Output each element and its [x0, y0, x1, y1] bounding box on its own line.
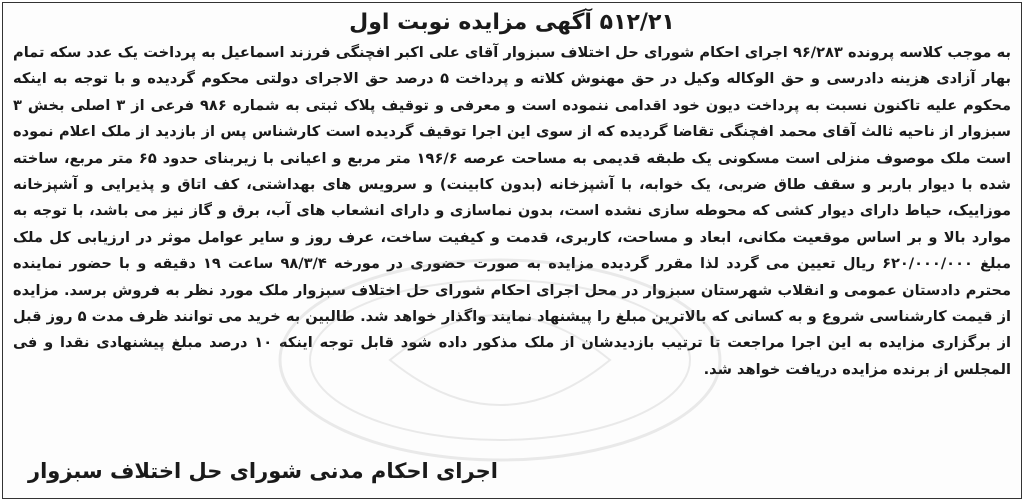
notice-body: به موجب کلاسه پرونده ۹۶/۲۸۳ اجرای احکام شورای حل اختلاف سبزوار آقای علی اکبر افچنگی فرزند اسماعیل به پرداخت یک عدد سکه تمام بهار آزادی هزینه دادرسی و حق الوکاله وکیل در حق مهنوش کلاته و پرداخت ۵ درصد حق الاجرای دولتی محکوم گردیده و با توجه به اینکه محکوم علیه تاکنون نسبت به پرداخت دیون خود اقدامی ننموده است و معرفی و توقیف پلاک ثبتی به شماره ۹۸۶ فرعی از ۳ اصلی بخش ۳ سبزوار از ناحیه ثالث آقای محمد افچنگی تقاضا گردیده که از سوی این اجرا توقیف گردیده است کارشناس پس از بازدید از ملک اعلام نموده است ملک موصوف منزلی است مسکونی یک طبقه قدیمی به مساحت عرصه ۱۹۶/۶ متر مربع و اعیانی با زیربنای حدود ۶۵ متر مربع، ساخته شده با دیوار باربر و سقف طاق ضربی، یک خوابه، با آشپزخانه (بدون کابینت) و سرویس های بهداشتی، کف اتاق و پذیرایی و آشپزخانه موزاییک، حیاط دارای دیوار کشی که محوطه سازی نشده است، بدون نماسازی و دارای انشعاب های آب، برق و گاز نیز می باشد، با توجه به موارد بالا و بر اساس موقعیت مکانی، ابعاد و مساحت، کاربری، قدمت و کیفیت ساخت، عرف روز و سایر عوامل موثر در ارزیابی کل ملک مبلغ ۶۲۰/۰۰۰/۰۰۰ ریال تعیین می گردد لذا مقرر گردیده مزایده به صورت حضوری در مورخه ۹۸/۳/۴ ساعت ۱۹ دقیقه و با حضور نماینده محترم دادستان عمومی و انقلاب شهرستان سبزوار در محل اجرای احکام شورای حل اختلاف سبزوار ملک مورد نظر به فروش برسد. مزایده از قیمت کارشناسی شروع و به کسانی که بالاترین مبلغ را پیشنهاد نمایند واگذار خواهد شد. طالبین به خرید می توانند ظرف مدت ۵ روز قبل از برگزاری مزایده به این اجرا مراجعت تا ترتیب بازدیدشان از ملک مذکور داده شود قابل توجه اینکه ۱۰ درصد مبلغ پیشنهادی نقدا و فی المجلس از برنده مزایده دریافت خواهد شد. — [13, 44, 1012, 378]
notice-title: ۵۱۲/۲۱ آگهی مزایده نوبت اول — [349, 10, 675, 35]
notice-signature: اجرای احکام مدنی شورای حل اختلاف سبزوار — [28, 459, 498, 483]
notice-frame — [2, 2, 1022, 499]
